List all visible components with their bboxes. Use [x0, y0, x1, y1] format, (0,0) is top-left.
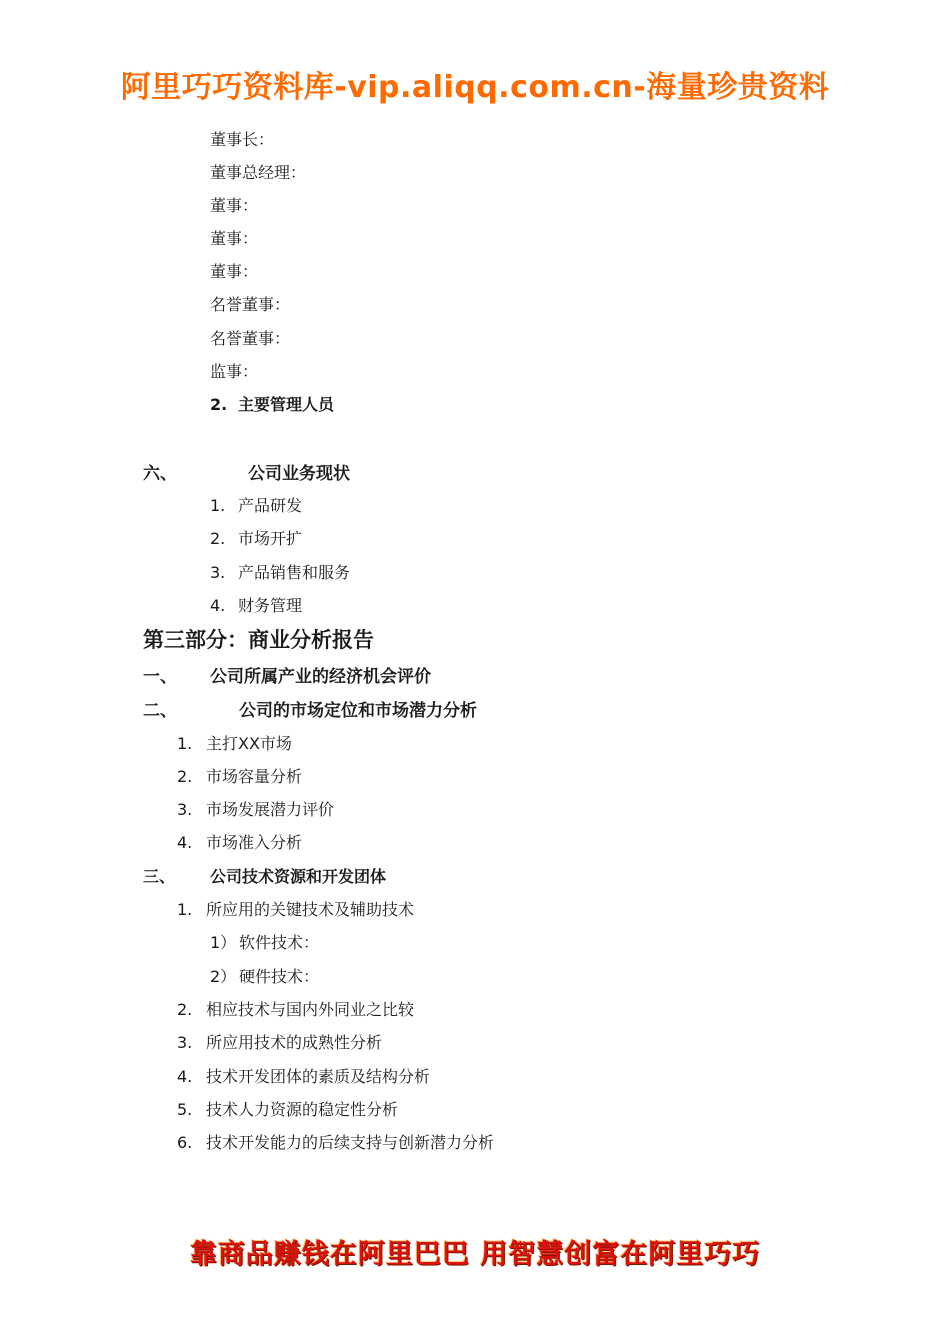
section-title: 公司业务现状 — [248, 464, 350, 484]
list-text: 市场容量分析 — [206, 767, 303, 786]
list-number: 3. — [177, 800, 193, 819]
list-item — [210, 593, 302, 616]
list-text: 财务管理 — [238, 596, 303, 615]
header-banner: 阿里巧巧资料库-vip.aliqq.com.cn-海量珍贵资料 — [120, 70, 830, 105]
list-number: 1. — [177, 734, 193, 753]
footer-banner: 靠商品赚钱在阿里巴巴 用智慧创富在阿里巧巧 — [189, 1239, 761, 1270]
list-item — [177, 1030, 382, 1053]
list-number: 3. — [210, 563, 226, 582]
sub-list-item — [210, 964, 319, 987]
list-number: 2. — [210, 395, 228, 414]
list-item — [210, 560, 350, 583]
list-text: 主要管理人员 — [238, 395, 335, 414]
sub-heading-management — [210, 392, 334, 415]
list-text: 产品研发 — [238, 496, 303, 515]
list-text: 所应用技术的成熟性分析 — [206, 1033, 383, 1052]
board-line-honorary-director: 名誉董事： — [210, 295, 291, 314]
list-number: 1. — [177, 900, 193, 919]
list-number: 1） — [210, 933, 237, 952]
section-number: 六、 — [143, 464, 177, 484]
section-number: 三、 — [143, 867, 176, 886]
list-number: 4. — [210, 596, 226, 615]
section-number: 一、 — [143, 667, 177, 687]
board-line-honorary-director: 名誉董事： — [210, 329, 291, 348]
list-number: 5. — [177, 1100, 193, 1119]
list-text: 市场发展潜力评价 — [206, 800, 335, 819]
list-item — [177, 797, 334, 820]
board-line-chairman: 董事长： — [210, 130, 275, 149]
section-title: 公司技术资源和开发团体 — [210, 867, 387, 886]
list-text: 技术开发团体的素质及结构分析 — [206, 1067, 431, 1086]
list-text: 技术开发能力的后续支持与创新潜力分析 — [206, 1133, 495, 1152]
list-number: 2. — [210, 529, 226, 548]
section-number: 二、 — [143, 701, 177, 721]
list-number: 2. — [177, 767, 193, 786]
board-line-director: 董事： — [210, 196, 259, 215]
list-item — [177, 1130, 494, 1153]
list-text: 产品销售和服务 — [238, 563, 351, 582]
list-text: 市场开扩 — [238, 529, 303, 548]
part-heading: 第三部分：商业分析报告 — [143, 628, 374, 652]
list-item — [177, 997, 414, 1020]
list-number: 2. — [177, 1000, 193, 1019]
board-line-director: 董事： — [210, 229, 259, 248]
list-number: 6. — [177, 1133, 193, 1152]
list-item — [177, 897, 414, 920]
list-text: 软件技术： — [239, 933, 320, 952]
list-number: 3. — [177, 1033, 193, 1052]
list-text: 主打XX市场 — [206, 734, 292, 753]
list-text: 相应技术与国内外同业之比较 — [206, 1000, 415, 1019]
list-item — [177, 764, 302, 787]
list-number: 2） — [210, 967, 237, 986]
board-line-director: 董事： — [210, 262, 259, 281]
sub-list-item — [210, 930, 319, 953]
list-number: 1. — [210, 496, 226, 515]
list-text: 技术人力资源的稳定性分析 — [206, 1100, 399, 1119]
list-item — [210, 526, 302, 549]
board-line-managing-director: 董事总经理： — [210, 163, 307, 182]
board-line-supervisor: 监事： — [210, 362, 259, 381]
list-item — [177, 1097, 398, 1120]
list-item — [210, 493, 302, 516]
list-number: 4. — [177, 833, 193, 852]
section-title: 公司的市场定位和市场潜力分析 — [239, 701, 477, 721]
list-number: 4. — [177, 1067, 193, 1086]
list-text: 硬件技术： — [239, 967, 320, 986]
list-text: 市场准入分析 — [206, 833, 303, 852]
list-item — [177, 1064, 430, 1087]
list-text: 所应用的关键技术及辅助技术 — [206, 900, 415, 919]
list-item — [177, 731, 292, 754]
section-title: 公司所属产业的经济机会评价 — [210, 667, 431, 687]
list-item — [177, 830, 302, 853]
